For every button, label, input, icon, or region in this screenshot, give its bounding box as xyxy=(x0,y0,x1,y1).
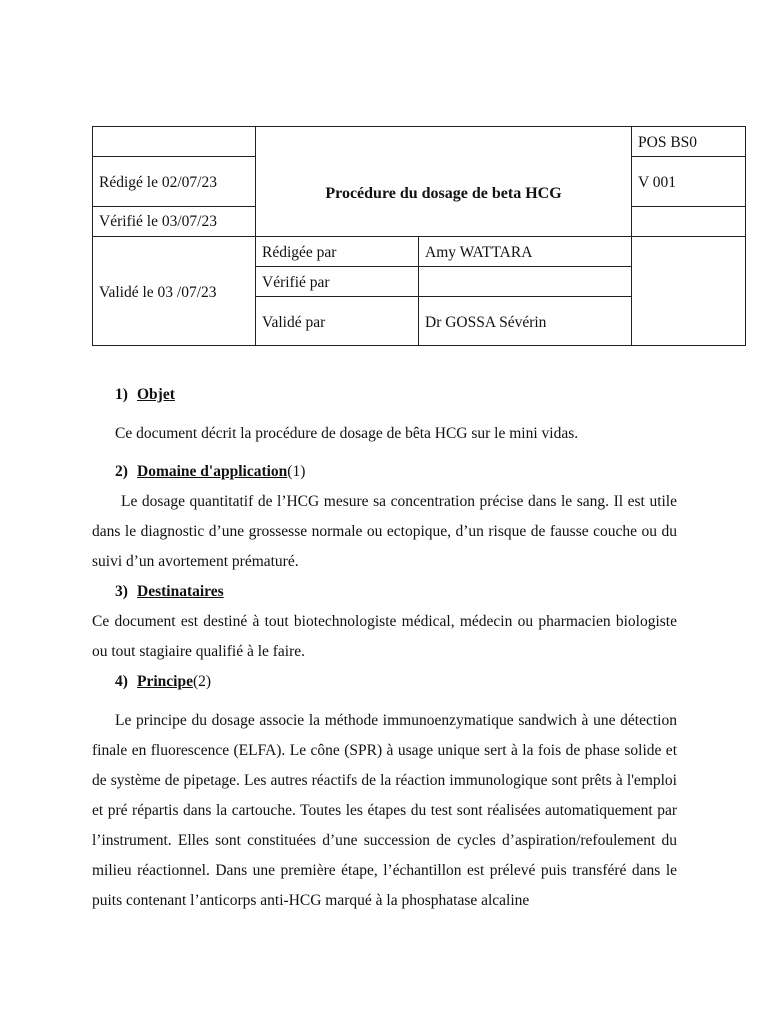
document-header-table xyxy=(92,126,746,346)
section-paragraph: Ce document est destiné à tout biotechnologiste médical, médecin ou pharmacien biologiste ou tout stagiaire qualifié à le faire. xyxy=(92,613,677,660)
valide-date: Validé le 03 /07/23 xyxy=(93,237,256,346)
role-verifie: Vérifié par xyxy=(256,267,419,297)
document-version: V 001 xyxy=(632,157,746,207)
empty-cell xyxy=(632,207,746,237)
name-verifie xyxy=(419,267,632,297)
section-heading-destinataires: 3) Destinataires xyxy=(115,583,224,600)
role-redigee: Rédigée par xyxy=(256,237,419,267)
section-heading-objet: 1) Objet xyxy=(115,386,175,403)
section-paragraph: Ce document décrit la procédure de dosage de bêta HCG sur le mini vidas. xyxy=(115,425,579,442)
document-body xyxy=(92,380,677,916)
verifie-date: Vérifié le 03/07/23 xyxy=(93,207,256,237)
document-code: POS BS0 xyxy=(632,127,746,157)
procedure-title: Procédure du dosage de beta HCG xyxy=(256,127,632,237)
section-heading-domaine: 2) Domaine d'application(1) xyxy=(115,463,306,480)
name-valide: Dr GOSSA Sévérin xyxy=(419,297,632,346)
empty-cell xyxy=(632,237,746,346)
role-valide: Validé par xyxy=(256,297,419,346)
section-paragraph: Le principe du dosage associe la méthode immunoenzymatique sandwich à une détection finale en fluorescence (ELFA). Le cône (SPR) à usage unique sert à la fois de phase solide et de système de pipetage. Les autres réactifs de la réaction immunologique sont prêts à l'emploi et pré répartis dans la cartouche. Toutes les étapes du test sont réalisées automatiquement par l’instrument. Elles sont constituées d’une succession de cycles d’aspiration/refoulement du milieu réactionnel. Dans une première étape, l’échantillon est prélevé puis transféré dans le puits contenant l’anticorps anti-HCG marqué à la phosphatase alcaline xyxy=(92,712,677,909)
name-redigee: Amy WATTARA xyxy=(419,237,632,267)
redige-date: Rédigé le 02/07/23 xyxy=(93,157,256,207)
section-paragraph: Le dosage quantitatif de l’HCG mesure sa concentration précise dans le sang. Il est utile dans le diagnostic d’une grossesse normale ou ectopique, d’un risque de fausse couche ou du suivi d’un avortement prématuré. xyxy=(92,493,677,570)
empty-cell xyxy=(93,127,256,157)
section-heading-principe: 4) Principe(2) xyxy=(115,673,212,690)
